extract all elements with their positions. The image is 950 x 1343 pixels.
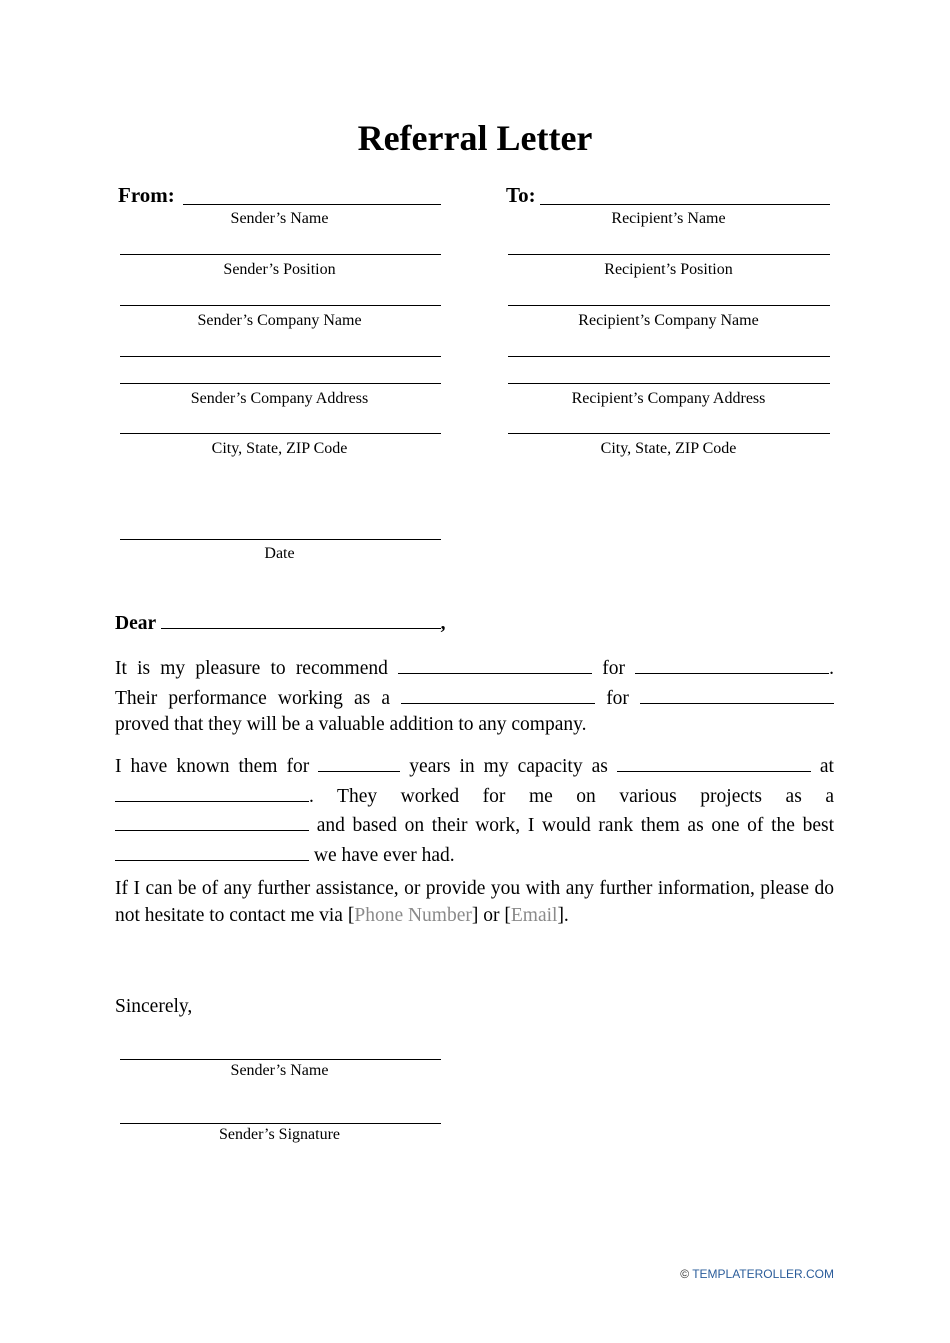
recipient-position-caption: Recipient’s Position	[604, 261, 733, 278]
signature-name-caption: Sender’s Name	[230, 1062, 329, 1079]
role-blank[interactable]	[401, 683, 595, 704]
p3-text-3: ].	[557, 904, 569, 926]
email-placeholder[interactable]: Email	[510, 904, 558, 926]
sender-position-caption: Sender’s Position	[223, 261, 336, 278]
salutation	[115, 608, 446, 638]
from-label: From:	[118, 183, 175, 207]
date-line[interactable]	[120, 539, 441, 540]
sender-city-caption: City, State, ZIP Code	[211, 440, 348, 457]
phone-number-placeholder[interactable]: Phone Number	[354, 904, 472, 926]
p1-text-4: Their performance working as a	[115, 687, 390, 709]
p3-text-2: ] or [	[471, 904, 511, 926]
p2-text-3: at	[819, 756, 834, 777]
p2-text-4: . They worked for me on various projects as a	[309, 785, 834, 807]
date-caption: Date	[264, 545, 295, 562]
position-blank[interactable]	[635, 653, 829, 674]
p3-text-1: If I can be of any further assistance, or provide you with any further information, please do not hesitate to contact me via [	[115, 878, 834, 926]
p2-text-1: I have known them for	[115, 756, 310, 777]
years-blank[interactable]	[318, 751, 400, 772]
category-blank[interactable]	[115, 840, 309, 861]
salutation-dear: Dear	[115, 613, 156, 634]
signature-caption: Sender’s Signature	[218, 1126, 340, 1143]
paragraph-recommendation	[115, 653, 834, 739]
recipient-company-caption: Recipient’s Company Name	[578, 312, 759, 329]
signature-name-line[interactable]	[120, 1059, 441, 1060]
sender-address-caption: Sender’s Company Address	[190, 390, 369, 407]
document-title: Referral Letter	[357, 118, 593, 158]
copyright-symbol: ©	[680, 1267, 690, 1281]
candidate-name-blank[interactable]	[398, 653, 592, 674]
workplace-blank[interactable]	[115, 781, 309, 802]
paragraph-contact	[115, 876, 834, 929]
p2-text-2: years in my capacity as	[409, 756, 608, 777]
recipient-address-line-2[interactable]	[508, 383, 830, 384]
p2-text-6: we have ever had.	[313, 844, 455, 866]
p1-text-3: .	[829, 658, 835, 679]
recipient-company-line[interactable]	[508, 305, 830, 306]
salutation-name-blank[interactable]	[161, 608, 441, 629]
p2-text-5: and based on their work, I would rank them as one of the best	[316, 815, 835, 836]
company-blank[interactable]	[640, 683, 834, 704]
signature-line[interactable]	[120, 1123, 441, 1124]
recipient-city-caption: City, State, ZIP Code	[600, 440, 737, 457]
sender-city-line[interactable]	[120, 433, 441, 434]
salutation-comma: ,	[440, 613, 446, 634]
sender-company-line[interactable]	[120, 305, 441, 306]
sender-address-line-1[interactable]	[120, 356, 441, 357]
p1-text-1: It is my pleasure to recommend	[115, 658, 388, 679]
sender-position-line[interactable]	[120, 254, 441, 255]
p1-text-2: for	[602, 658, 625, 679]
capacity-blank[interactable]	[617, 751, 811, 772]
paragraph-experience	[115, 751, 834, 869]
project-role-blank[interactable]	[115, 810, 309, 831]
recipient-address-caption: Recipient’s Company Address	[571, 390, 766, 407]
recipient-name-caption: Recipient’s Name	[611, 210, 726, 227]
sender-company-caption: Sender’s Company Name	[197, 312, 362, 329]
recipient-address-line-1[interactable]	[508, 356, 830, 357]
templateroller-link[interactable]: TEMPLATEROLLER.COM	[692, 1267, 834, 1281]
closing: Sincerely,	[115, 996, 193, 1017]
p1-text-5: for	[606, 687, 629, 709]
sender-name-caption: Sender’s Name	[230, 210, 329, 227]
sender-address-line-2[interactable]	[120, 383, 441, 384]
sender-name-line[interactable]	[183, 204, 441, 205]
p1-text-6: proved that they will be a valuable addition to any company.	[115, 714, 587, 735]
footer-credit	[680, 1266, 834, 1282]
recipient-city-line[interactable]	[508, 433, 830, 434]
recipient-position-line[interactable]	[508, 254, 830, 255]
to-label: To:	[506, 183, 536, 207]
recipient-name-line[interactable]	[540, 204, 830, 205]
